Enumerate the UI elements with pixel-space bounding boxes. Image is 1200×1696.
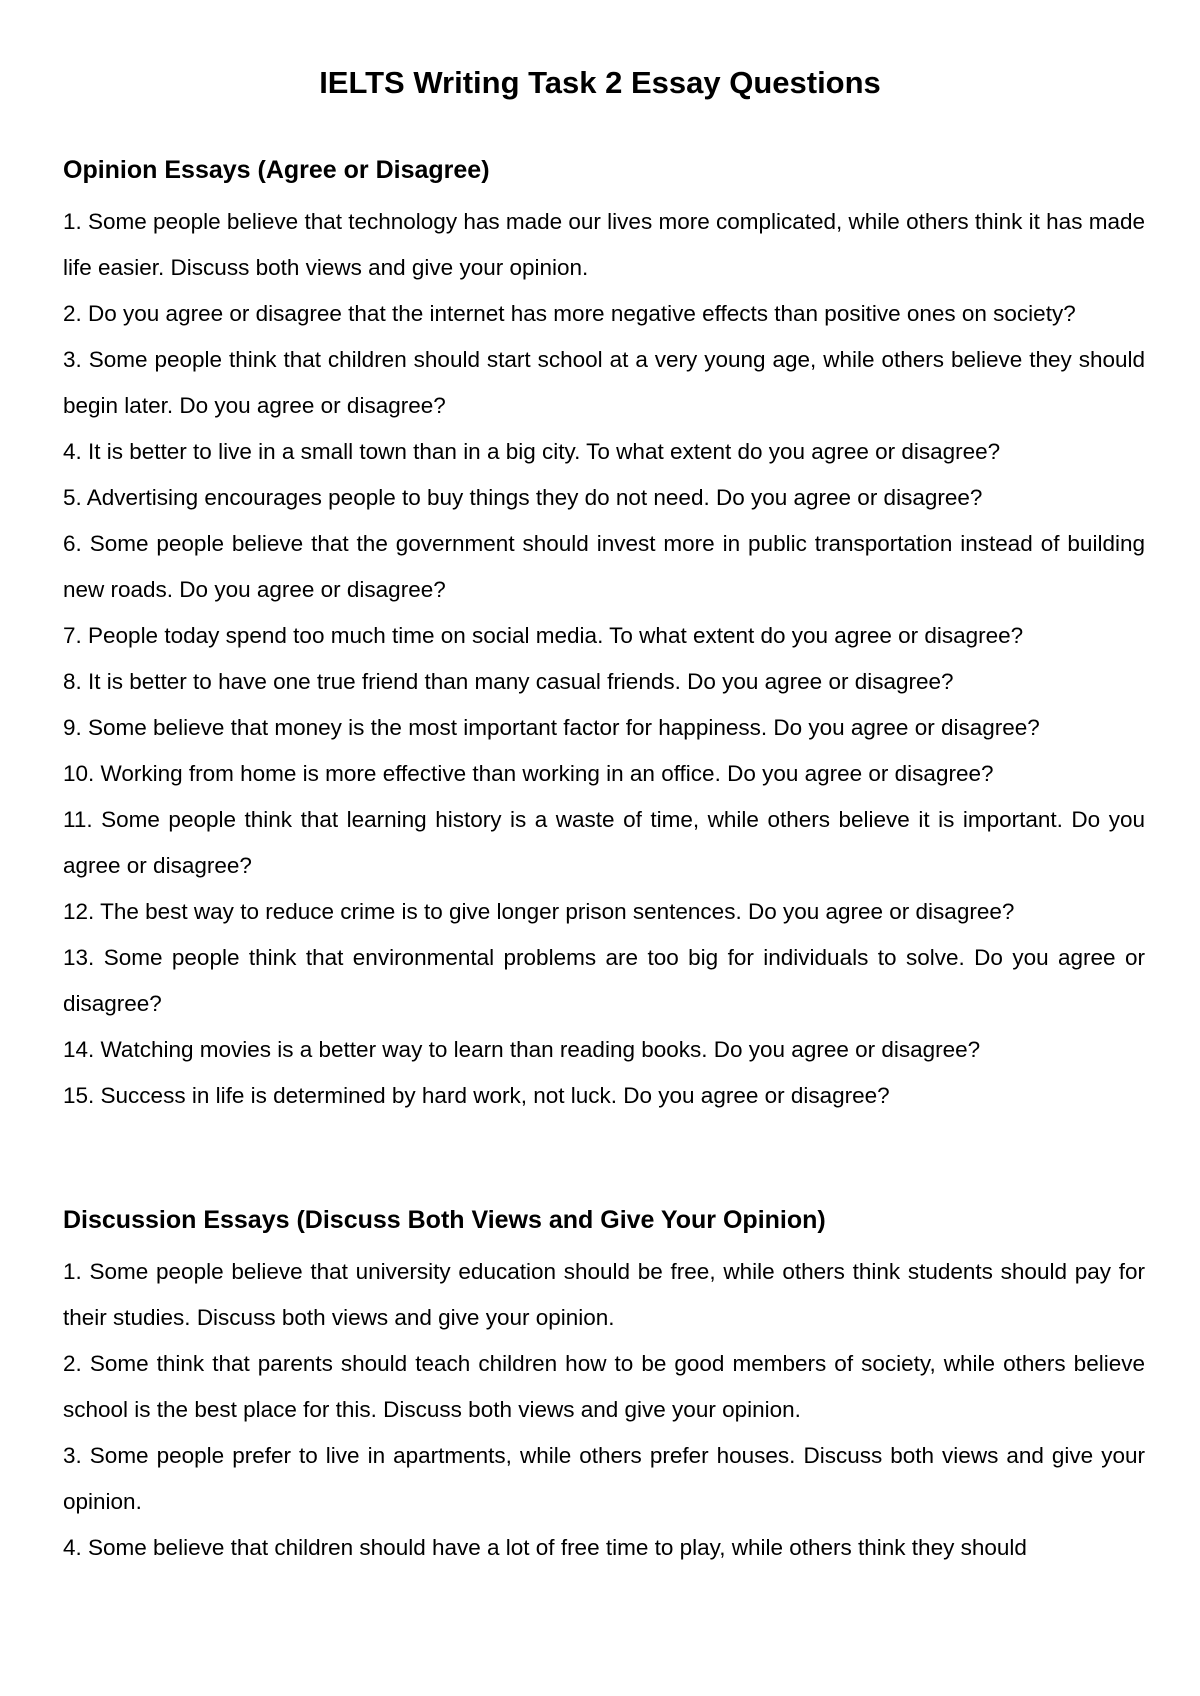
- section-opinion-essays: [63, 151, 1145, 1119]
- section-heading: Discussion Essays (Discuss Both Views and Give Your Opinion): [63, 1206, 826, 1234]
- question-item: 9. Some believe that money is the most important factor for happiness. Do you agree or disagree?: [63, 715, 1040, 740]
- question-item: 14. Watching movies is a better way to learn than reading books. Do you agree or disagree?: [63, 1037, 981, 1062]
- question-item: 7. People today spend too much time on social media. To what extent do you agree or disagree?: [63, 623, 1024, 648]
- question-item: 2. Do you agree or disagree that the internet has more negative effects than positive ones on society?: [63, 301, 1076, 326]
- question-item: 12. The best way to reduce crime is to give longer prison sentences. Do you agree or disagree?: [63, 899, 1015, 924]
- question-item: 6. Some people believe that the government should invest more in public transportation instead of building new roads. Do you agree or disagree?: [63, 531, 1145, 602]
- section-discussion-essays: [63, 1201, 1145, 1571]
- question-item: 3. Some people prefer to live in apartments, while others prefer houses. Discuss both views and give your opinion.: [63, 1443, 1145, 1514]
- question-item: 1. Some people believe that technology has made our lives more complicated, while others think it has made life easier. Discuss both views and give your opinion.: [63, 209, 1145, 280]
- question-item: 5. Advertising encourages people to buy things they do not need. Do you agree or disagree?: [63, 485, 983, 510]
- question-item: 1. Some people believe that university education should be free, while others think students should pay for their studies. Discuss both views and give your opinion.: [63, 1259, 1145, 1330]
- question-item: 15. Success in life is determined by hard work, not luck. Do you agree or disagree?: [63, 1083, 890, 1108]
- page-title: IELTS Writing Task 2 Essay Questions: [319, 65, 881, 100]
- question-item: 13. Some people think that environmental problems are too big for individuals to solve. Do you agree or disagree?: [63, 945, 1145, 1016]
- question-list: [63, 1249, 1145, 1571]
- question-item: 3. Some people think that children should start school at a very young age, while others believe they should begin later. Do you agree or disagree?: [63, 347, 1145, 418]
- question-item: 10. Working from home is more effective than working in an office. Do you agree or disagree?: [63, 761, 994, 786]
- section-heading: Opinion Essays (Agree or Disagree): [63, 156, 490, 184]
- question-item: 4. Some believe that children should have a lot of free time to play, while others think they should: [63, 1535, 1027, 1560]
- question-list: [63, 199, 1145, 1119]
- question-item: 2. Some think that parents should teach children how to be good members of society, while others believe school is the best place for this. Discuss both views and give your opinion.: [63, 1351, 1145, 1422]
- question-item: 8. It is better to have one true friend than many casual friends. Do you agree or disagree?: [63, 669, 954, 694]
- question-item: 4. It is better to live in a small town than in a big city. To what extent do you agree or disagree?: [63, 439, 1001, 464]
- question-item: 11. Some people think that learning history is a waste of time, while others believe it is important. Do you agree or disagree?: [63, 807, 1145, 878]
